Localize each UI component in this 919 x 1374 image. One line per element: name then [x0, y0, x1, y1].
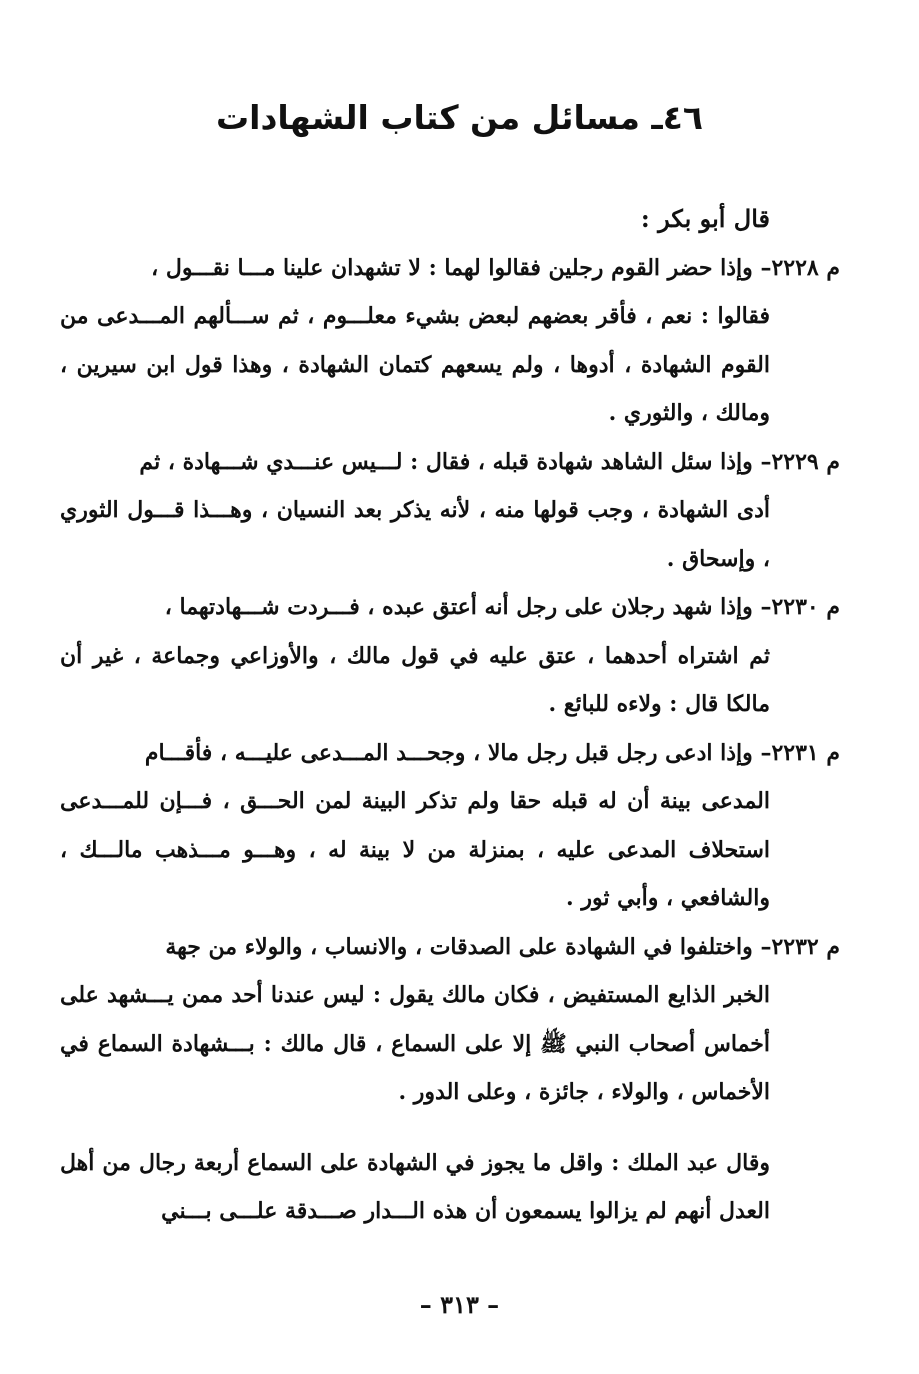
issue-body: المدعى بينة أن له قبله حقا ولم تذكر البينة لمن الحـــق ، فـــإن للمـــدعى استحلاف المدعى عليه ، بمنزلة من لا بينة له ، وهـــو مـــذهب مالـــك ، والشافعي ، وأبي ثور . — [60, 788, 770, 911]
body-text — [60, 195, 840, 1258]
issue-first-line: وإذا شهد رجلان على رجل أنه أعتق عبده ، فـــردت شـــهادتهما ، — [164, 594, 761, 620]
issue-body: فقالوا : نعم ، فأقر بعضهم لبعض بشيء معلـــوم ، ثم ســـألهم المـــدعى من القوم الشهادة ، أدوها ، ولم يسعهم كتمان الشهادة ، وهذا قول ابن سيرين ، ومالك ، والثوري . — [60, 303, 770, 426]
issue-first-line: واختلفوا في الشهادة على الصدقات ، والانساب ، والولاء من جهة — [165, 933, 761, 960]
issue-number: م ٢٢٣١– — [760, 739, 840, 766]
page-number: – ٣١٣ – — [419, 1290, 500, 1319]
issue-body: الخبر الذايع المستفيض ، فكان مالك يقول : ليس عندنا أحد ممن يـــشهد على أخماس أصحاب النبي ﷺ إلا على السماع ، قال مالك : بـــشهادة السماع في الأخماس ، والولاء ، جائزة ، وعلى الدور . — [60, 982, 770, 1105]
issue-2232 — [60, 923, 840, 1117]
issue-number: م ٢٢٢٩– — [760, 448, 840, 475]
issue-body: ثم اشتراه أحدهما ، عتق عليه في قول مالك ، والأوزاعي وجماعة ، غير أن مالكا قال : ولاءه للبائع . — [60, 642, 770, 717]
issue-2228 — [60, 244, 840, 438]
chapter-title: ٤٦ـ مسائل من كتاب الشهادات — [216, 98, 703, 137]
issue-first-line: وإذا سئل الشاهد شهادة قبله ، فقال : لـــيس عنـــدي شـــهادة ، ثم — [139, 448, 761, 475]
issue-first-line: وإذا حضر القوم رجلين فقالوا لهما : لا تشهدان علينا مـــا نقـــول ، — [151, 254, 761, 281]
issue-number: م ٢٢٣٢– — [760, 933, 840, 960]
intro-line: قال أبو بكر : — [640, 204, 770, 233]
closing-paragraph: وقال عبد الملك : واقل ما يجوز في الشهادة على السماع أربعة رجال من أهل العدل أنهم لم يزالوا يسمعون أن هذه الـــدار صـــدقة علـــى بـــني — [60, 1149, 770, 1224]
issue-number: م ٢٢٣٠– — [760, 594, 840, 620]
issue-2231 — [60, 729, 840, 923]
issue-first-line: وإذا ادعى رجل قبل رجل مالا ، وجحـــد المـــدعى عليـــه ، فأقـــام — [144, 739, 761, 766]
issue-2229 — [60, 438, 840, 584]
issue-body: أدى الشهادة ، وجب قولها منه ، لأنه يذكر بعد النسيان ، وهـــذا قـــول الثوري ، وإسحاق . — [60, 497, 770, 572]
issue-2230 — [60, 583, 840, 729]
issue-number: م ٢٢٢٨– — [760, 254, 840, 281]
